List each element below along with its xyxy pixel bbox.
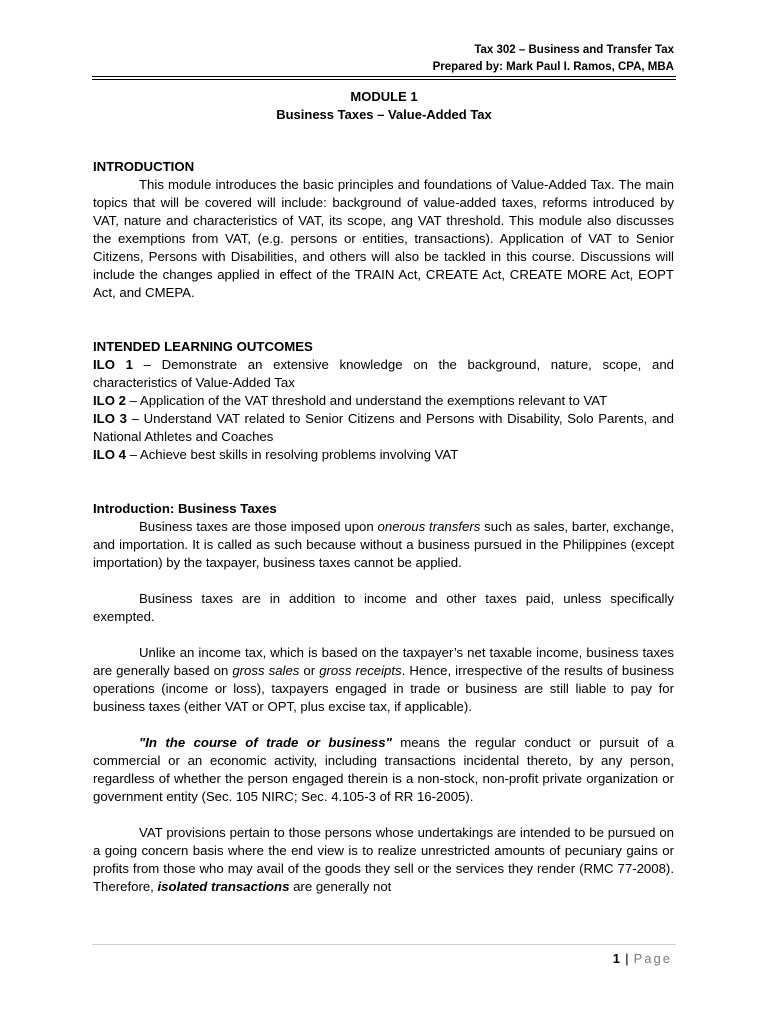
ilo-tag: ILO 2 (93, 393, 126, 408)
course-title: Tax 302 – Business and Transfer Tax (474, 44, 674, 56)
module-subtitle: Business Taxes – Value-Added Tax (276, 107, 492, 122)
ilo-text: – Application of the VAT threshold and understand the exemptions relevant to VAT (125, 393, 608, 408)
running-header (433, 42, 674, 76)
introduction-paragraph: This module introduces the basic principles and foundations of Value-Added Tax. The main topics that will be covered will include: background of value-added taxes, reforms introduced by VAT, nature and characteristics of VAT, its scope, ang VAT threshold. This module also discusses the exemptions from VAT, (e.g. persons or entities, transactions). Application of VAT to Senior Citizens, Persons with Disabilities, and others will also be tackled in this course. Discussions will include the changes applied in effect of the TRAIN Act, CREATE Act, CREATE MORE Act, EOPT Act, and CMEPA. (93, 177, 674, 300)
ilo-item-4 (93, 446, 674, 464)
business-taxes-paragraph-5: VAT provisions pertain to those persons whose undertakings are intended to be pursued on a going concern basis where the end view is to realize unrestricted amounts of pecuniary gains or profits from those who may avail of the goods they sell or the services they render (RMC 77-2008). Therefore, isolated transactions are generally not (93, 825, 674, 894)
ilo-tag: ILO 3 (93, 411, 127, 426)
ilo-tag: ILO 1 (93, 357, 133, 372)
footer-divider (92, 944, 676, 945)
ilo-tag: ILO 4 (93, 447, 126, 462)
ilo-text: – Understand VAT related to Senior Citizens and Persons with Disability, Solo Parents, and National Athletes and Coaches (93, 411, 674, 444)
footer-separator: | (624, 951, 630, 966)
document-body (93, 158, 674, 896)
ilo-item-3 (93, 410, 674, 446)
ilo-item-1 (93, 356, 674, 392)
business-taxes-paragraph-4: "In the course of trade or business" means the regular conduct or pursuit of a commercial or an economic activity, including transactions incidental thereto, by any person, regardless of whether the person engaged therein is a non-stock, non-profit private organization or government entity (Sec. 105 NIRC; Sec. 4.105-3 of RR 16-2005). (93, 735, 674, 804)
module-number: MODULE 1 (350, 89, 418, 104)
page-footer (613, 951, 672, 966)
ilo-text: – Achieve best skills in resolving problems involving VAT (125, 447, 459, 462)
ilo-heading: INTENDED LEARNING OUTCOMES (93, 339, 313, 354)
header-divider (92, 76, 676, 77)
business-taxes-paragraph-2: Business taxes are in addition to income and other taxes paid, unless specifically exempted. (93, 591, 674, 624)
page-label: Page (633, 951, 672, 966)
author-line: Prepared by: Mark Paul I. Ramos, CPA, MBA (432, 61, 674, 73)
ilo-text: – Demonstrate an extensive knowledge on the background, nature, scope, and characteristics of Value-Added Tax (93, 357, 675, 390)
introduction-heading: INTRODUCTION (93, 159, 195, 174)
header-divider-secondary (92, 79, 676, 80)
module-title-block (92, 88, 676, 124)
business-taxes-paragraph-1: Business taxes are those imposed upon onerous transfers such as sales, barter, exchange, and importation. It is called as such because without a business pursued in the Philippines (except importation) by the taxpayer, business taxes cannot be applied. (93, 519, 674, 570)
ilo-item-2 (93, 392, 674, 410)
page-number: 1 (612, 951, 621, 966)
business-taxes-paragraph-3: Unlike an income tax, which is based on the taxpayer’s net taxable income, business taxes are generally based on gross sales or gross receipts. Hence, irrespective of the results of business operations (income or loss), taxpayers engaged in trade or business are still liable to pay for business taxes (either VAT or OPT, plus excise tax, if applicable). (93, 645, 674, 714)
business-taxes-heading: Introduction: Business Taxes (93, 501, 277, 516)
